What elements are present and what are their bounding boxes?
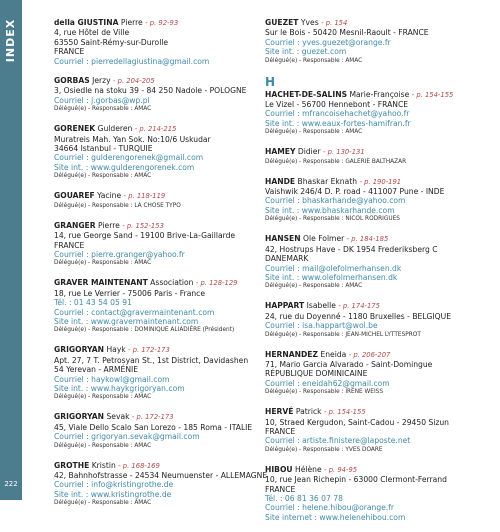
entry-pages: - p. 204-205 <box>113 77 155 86</box>
entry-delegate: Délégué(e) - Responsable : AMAC <box>265 129 363 136</box>
entry-contact-link[interactable]: Site int. : www.eaux-fortes-hamifran.fr <box>265 118 411 128</box>
entry-contact-link[interactable]: Courriel : helene.hibou@orange.fr <box>265 503 395 513</box>
entry-pages: - p. 168-169 <box>118 461 160 470</box>
entry-pages: - p. 190-191 <box>359 177 402 186</box>
entry-surname: HANDE <box>265 176 296 186</box>
entry-contact-link[interactable]: Site int. : www.olefolmerhansen.dk <box>265 272 398 282</box>
entry-heading <box>265 90 497 100</box>
entry-heading <box>265 177 497 187</box>
entry-delegate: Délégué(e) - Responsable : DOMINIQUE ALIADIÈRE (Président) <box>54 327 235 334</box>
entry-heading <box>54 345 259 355</box>
entry-address-line: 24, rue du Doyenné - 1180 Bruxelles - BELGIQUE <box>265 311 452 321</box>
entry-contact-link[interactable]: Courriel : j.gorbas@wp.pl <box>54 95 150 105</box>
entry-firstname: Isabelle <box>306 301 336 311</box>
entry-heading <box>265 465 497 475</box>
entry-heading <box>265 234 497 244</box>
entry-surname: GORENEK <box>54 124 96 134</box>
entry-contact-link[interactable]: Courriel : yves.guezet@orange.fr <box>265 37 391 47</box>
entry-heading <box>54 76 259 86</box>
index-entry <box>54 76 259 114</box>
entry-address-line: 71, Mario Garcia Alvarado - Saint-Domingue <box>265 359 433 369</box>
index-entry <box>265 90 497 138</box>
section-letter-h: H <box>265 74 276 89</box>
entry-heading <box>265 18 497 28</box>
entry-delegate: Délégué(e) - Responsable : AMAC <box>54 394 152 401</box>
entry-firstname: Didier <box>297 147 321 157</box>
entry-surname: HERNANDEZ <box>265 349 318 359</box>
entry-firstname: Eneida <box>320 349 347 359</box>
page-number: 222 <box>4 480 18 488</box>
entry-address-line: 14, rue George Sand - 19100 Brive-La-Gaillarde <box>54 231 236 241</box>
entry-surname: GORBAS <box>54 76 90 86</box>
entry-contact-link[interactable]: Site int. : guezet.com <box>265 47 347 57</box>
entry-delegate: Délégué(e) - Responsable : AMAC <box>54 106 152 113</box>
entry-delegate: Délégué(e) - Responsable : AMAC <box>265 57 363 64</box>
entry-address-line: 45, Viale Dello Scalo San Lorezo - 185 Roma - ITALIE <box>54 422 253 432</box>
entry-heading <box>54 18 259 28</box>
entry-heading <box>54 191 259 201</box>
entry-contact-link[interactable]: Tél. : 06 81 36 07 78 <box>265 494 343 503</box>
entry-heading <box>54 221 259 231</box>
entry-pages: - p. 174-175 <box>338 302 380 311</box>
entry-pages: - p. 128-129 <box>195 279 238 288</box>
entry-firstname: Yacine <box>97 191 122 201</box>
entry-firstname: Patrick <box>295 407 322 417</box>
entry-surname: GUEZET <box>265 18 299 27</box>
entry-firstname: Sevak <box>106 412 130 422</box>
entry-address-line: 42, Hostrups Have - DK 1954 Frederiksberg C <box>265 244 438 254</box>
index-title <box>0 10 22 70</box>
entry-address-line: Apt. 27, 7 T. Petrosyan St., 1st District, Davidashen <box>54 355 249 365</box>
entry-pages: - p. 206-207 <box>348 350 391 359</box>
section-g <box>265 18 497 66</box>
entry-surname: della GIUSTINA <box>54 18 119 27</box>
entry-address-line: FRANCE <box>54 47 85 57</box>
entry-firstname: Bhaskar Eknath <box>297 176 358 186</box>
entry-pages: - p. 130-131 <box>323 148 365 157</box>
entry-pages: - p. 172-173 <box>128 346 170 355</box>
entry-pages: - p. 92-93 <box>145 19 179 27</box>
entry-contact-link[interactable]: Courriel : haykowl@gmail.com <box>54 374 170 384</box>
entry-contact-link[interactable]: Site internet : www.helenehibou.com <box>265 512 406 522</box>
entry-firstname: Pierre <box>98 220 120 230</box>
entry-delegate: Délégué(e) - Responsable : YVES DOARE <box>265 446 383 453</box>
index-entry <box>265 465 497 522</box>
entry-address-line: FRANCE <box>265 484 296 494</box>
entry-pages: - p. 154 <box>321 19 348 27</box>
index-entry <box>54 221 259 269</box>
entry-address-line: 4, rue Hôtel de Ville <box>54 28 130 38</box>
entry-contact-link[interactable]: Courriel : grigoryan.sevak@gmail.com <box>54 432 200 442</box>
entry-heading <box>54 412 259 422</box>
entry-delegate: Délégué(e) - Responsable : LA CHOSE TYPO <box>54 202 181 209</box>
entry-address-line: FRANCE <box>54 240 85 250</box>
entry-surname: HAPPART <box>265 301 305 311</box>
entry-delegate: Délégué(e) - Responsable : NICOL RODRIGUES <box>265 216 400 223</box>
entry-surname: HANSEN <box>265 234 301 244</box>
entry-pages: - p. 172-173 <box>131 413 174 422</box>
entry-contact-link[interactable]: Courriel : isa.happart@wol.be <box>265 321 378 331</box>
index-entry <box>265 177 497 225</box>
entry-surname: GROTHE <box>54 460 90 470</box>
entry-heading <box>265 350 497 360</box>
entry-address-line: 63550 Saint-Rémy-sur-Durolle <box>54 37 169 47</box>
entry-pages: - p. 154-155 <box>324 408 366 417</box>
entry-address-line: Vaishwik 246/4 D. P. road - 411007 Pune - INDE <box>265 187 445 197</box>
entry-address-line: 18, rue Le Verrier - 75006 Paris - France <box>54 288 206 298</box>
entry-pages: - p. 214-215 <box>134 125 177 134</box>
entry-contact-link[interactable]: Site int. : www.haykgrigoryan.com <box>54 383 185 393</box>
entry-delegate: Délégué(e) - Responsable : AMAC <box>54 442 152 449</box>
entry-pages: - p. 94-95 <box>324 465 358 474</box>
entry-contact-link[interactable]: Courriel : eneidah62@gmail.com <box>265 378 390 388</box>
entry-firstname: Jerzy <box>92 76 111 86</box>
entry-delegate: Délégué(e) - Responsable : AMAC <box>54 173 152 180</box>
entry-delegate: Délégué(e) - Responsable : AMAC <box>54 260 152 267</box>
entry-contact-link[interactable]: Site int. : www.gravermaintenant.com <box>54 316 199 326</box>
entry-surname: GRIGORYAN <box>54 412 105 422</box>
entry-surname: HIBOU <box>265 464 293 474</box>
index-entry <box>265 350 497 398</box>
entry-contact-link[interactable]: Courriel : artiste.finistere@laposte.net <box>265 436 411 446</box>
section-h <box>265 90 497 523</box>
entry-delegate: Délégué(e) - Responsable : IRENE WEISS <box>265 389 384 396</box>
entry-address-line: Muratreis Mah. Yan Sok. No:10/6 Uskudar <box>54 134 211 144</box>
index-entry <box>54 345 259 402</box>
entry-address-line: FRANCE <box>265 426 296 436</box>
entry-contact-link[interactable]: Courriel : gulderengorenek@gmail.com <box>54 153 204 163</box>
index-sidebar <box>0 0 22 500</box>
entry-surname: HERVÉ <box>265 407 294 417</box>
entry-address-line: DANEMARK <box>265 254 309 264</box>
left-column <box>54 18 268 518</box>
entry-contact-link[interactable]: Courriel : info@kristingrothe.de <box>54 480 174 490</box>
entry-firstname: Ole Folmer <box>303 234 345 244</box>
entry-delegate: Délégué(e) - Responsable : AMAC <box>54 500 152 507</box>
entry-address-line: 54 Yerevan - ARMÉNIE <box>54 365 139 375</box>
entry-contact-link[interactable]: Courriel : pierre.granger@yahoo.fr <box>54 249 185 259</box>
index-entry <box>265 234 497 291</box>
entry-pages: - p. 118-119 <box>123 192 166 201</box>
entry-firstname: Pierre <box>120 18 143 27</box>
entry-address-line: 42, Bahnhofstrasse - 24534 Neumuenster - ALLEMAGNE <box>54 471 268 480</box>
index-entry <box>265 301 497 339</box>
index-entry <box>54 278 259 335</box>
entry-pages: - p. 184-185 <box>346 235 389 244</box>
entry-delegate: Délégué(e) - Responsable : AMAC <box>265 283 363 290</box>
entry-heading <box>265 407 497 417</box>
entry-contact-link[interactable]: Site int. : www.bhaskarhande.com <box>265 205 395 215</box>
index-entry <box>265 407 497 455</box>
index-entry <box>265 18 497 66</box>
entry-firstname: Yves <box>300 18 319 27</box>
entry-surname: GRANGER <box>54 220 96 230</box>
entry-surname: GOUAREF <box>54 191 95 201</box>
index-title-text: INDEX <box>4 18 18 62</box>
entry-heading <box>265 147 497 157</box>
right-column <box>265 18 497 532</box>
entry-surname: HACHET-DE-SALINS <box>265 89 348 99</box>
entry-firstname: Marie-Françoise <box>349 89 410 99</box>
entry-contact-link[interactable]: Courriel : bhaskarhande@yahoo.com <box>265 196 406 206</box>
entry-address-line: 3, Osiedle na stoku 39 - 84 250 Nadole - POLOGNE <box>54 86 247 96</box>
index-entry <box>54 412 259 450</box>
entry-firstname: Gulderen <box>97 124 133 134</box>
entry-address-line: 10, rue Jean Richepin - 63000 Clermont-Ferrand <box>265 475 447 485</box>
entry-delegate: Délégué(e) - Responsable : GALERIE BALTHAZAR <box>265 158 407 165</box>
entry-surname: GRIGORYAN <box>54 345 105 355</box>
entry-firstname: Kristin <box>91 460 116 470</box>
entry-heading <box>54 461 259 471</box>
entry-heading <box>265 301 497 311</box>
entry-contact-link[interactable]: Courriel : mfrancoisehachet@yahoo.fr <box>265 109 410 119</box>
index-entry <box>54 191 259 210</box>
entry-address-line: 34664 Istanbul - TURQUIE <box>54 144 153 154</box>
index-entry <box>54 18 259 66</box>
index-entry <box>54 460 268 509</box>
entry-firstname: Hélène <box>295 464 322 474</box>
entry-heading <box>54 278 259 288</box>
entry-contact-link[interactable]: Site int. : www.kristingrothe.de <box>54 489 172 499</box>
entry-contact-link[interactable]: Site int. : www.gulderengorenek.com <box>54 162 195 172</box>
entry-pages: - p. 152-153 <box>122 221 164 230</box>
entry-address-line: Sur le Bois - 50420 Mesnil-Raoult - FRANCE <box>265 28 429 38</box>
entry-delegate: Délégué(e) - Responsable : JEAN-MICHEL LYTTESPROT <box>265 331 421 338</box>
entry-surname: GRAVER MAINTENANT <box>54 278 148 288</box>
entry-address-line: RÉPUBLIQUE DOMINICAINE <box>265 369 368 379</box>
entry-pages: - p. 154-155 <box>411 90 454 99</box>
entry-heading <box>54 124 259 134</box>
entry-contact-link[interactable]: Tél. : 01 43 54 05 91 <box>54 298 132 308</box>
entry-address-line: Le Vizel - 56700 Hennebont - FRANCE <box>265 100 409 110</box>
index-entry <box>54 124 259 181</box>
entry-contact-link[interactable]: Courriel : mail@olefolmerhansen.dk <box>265 263 402 273</box>
entry-surname: HAMEY <box>265 147 296 157</box>
entry-firstname: Hayk <box>106 345 126 355</box>
entry-contact-link[interactable]: Courriel : pierredellagiustina@gmail.com <box>54 56 210 66</box>
entry-contact-link[interactable]: Courriel : contact@gravermaintenant.com <box>54 307 215 317</box>
entry-address-line: 10, Straed Kergudon, Saint-Cadou - 29450 Sizun <box>265 417 449 427</box>
entry-firstname: Association <box>150 278 194 288</box>
index-entry <box>265 147 497 166</box>
